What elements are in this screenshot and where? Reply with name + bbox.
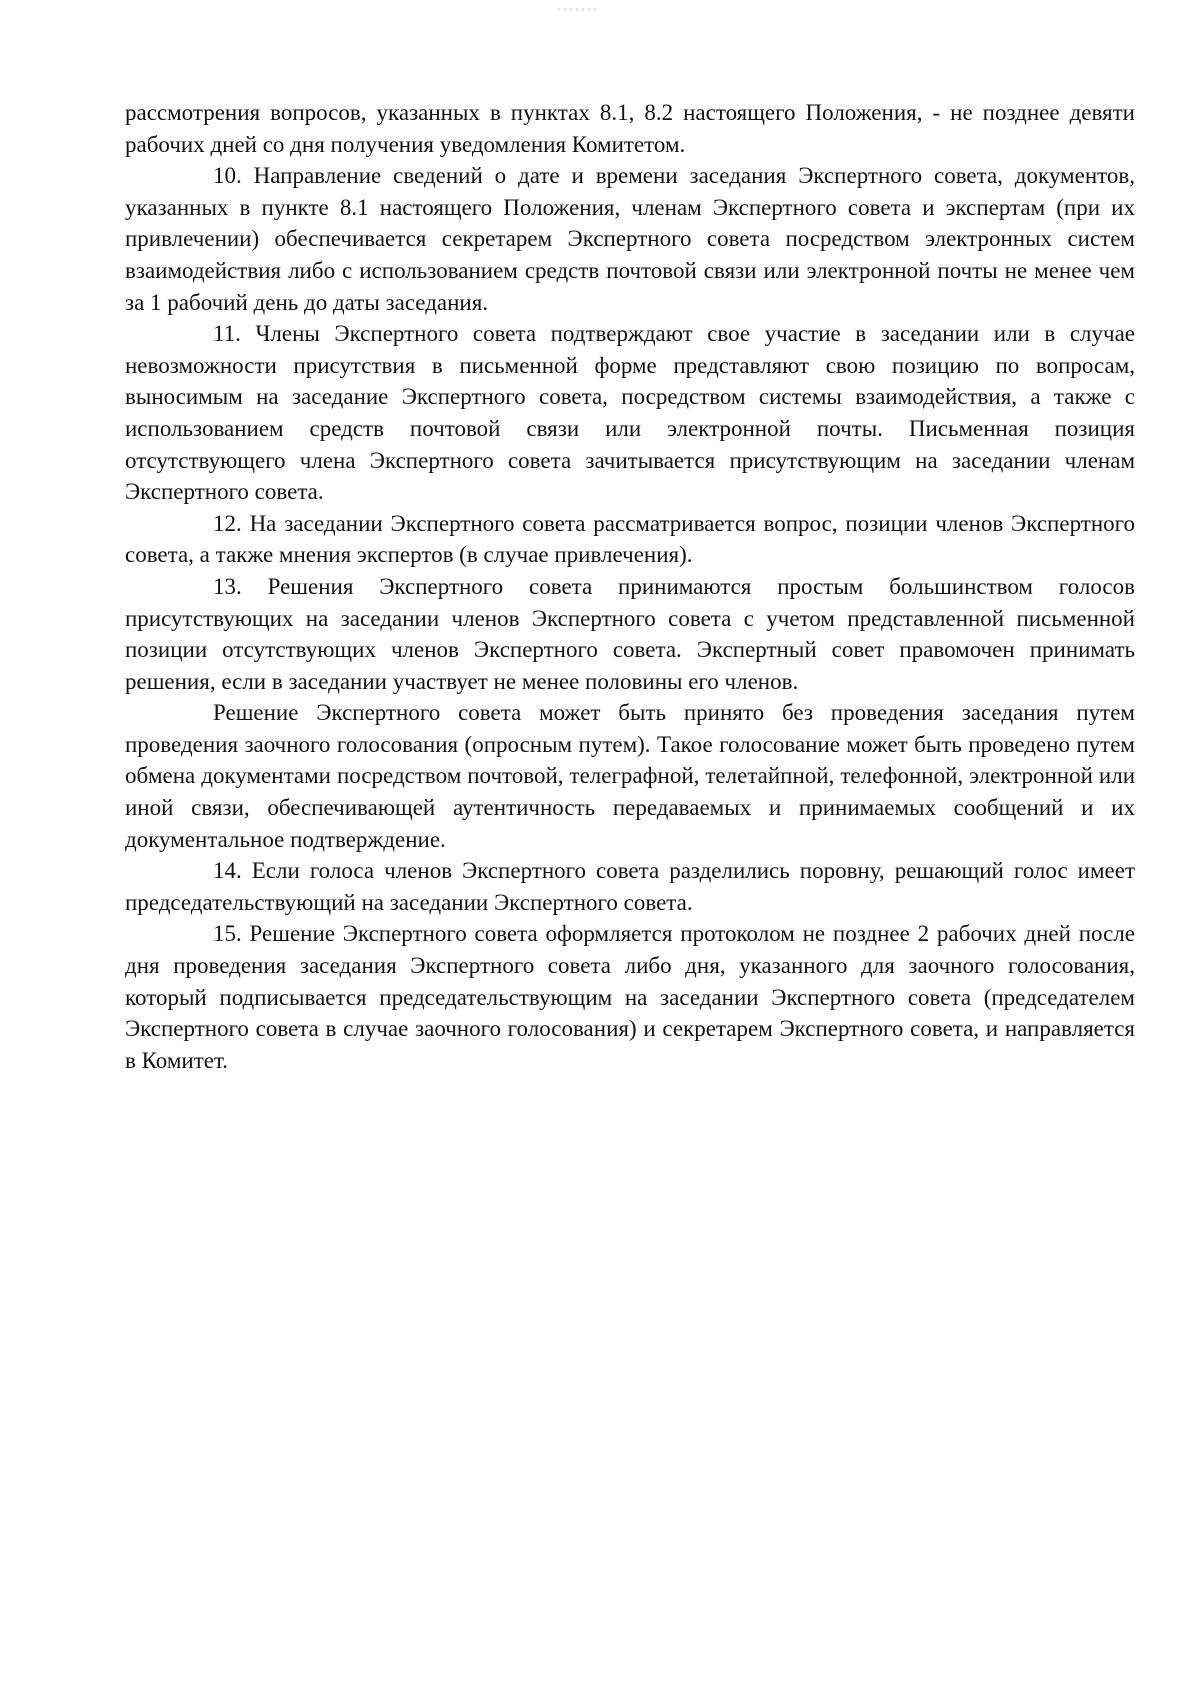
paragraph-13-absentee-voting: Решение Экспертного совета может быть принято без проведения заседания путем проведения заочного голосования (опросным путем). Такое голосование может быть проведено путем обмена документами посредством почтовой, телеграфной, телетайпной, телефонной, электронной или иной связи, обеспечивающей аутентичность передаваемых и принимаемых сообщений и их документальное подтверждение. (125, 700, 1135, 852)
paragraph-9-continuation: рассмотрения вопросов, указанных в пунктах 8.1, 8.2 настоящего Положения, - не позднее девяти рабочих дней со дня получения уведомления Комитетом. (125, 100, 1135, 157)
paragraph-15: 15. Решение Экспертного совета оформляется протоколом не позднее 2 рабочих дней после дня проведения заседания Экспертного совета либо дня, указанного для заочного голосования, который подписывается председательствующим на заседании Экспертного совета (председателем Экспертного совета в случае заочного голосования) и секретарем Экспертного совета, и направляется в Комитет. (125, 921, 1135, 1073)
paragraph-14: 14. Если голоса членов Экспертного совета разделились поровну, решающий голос имеет председательствующий на заседании Экспертного совета. (125, 858, 1135, 915)
paragraph-12: 12. На заседании Экспертного совета рассматривается вопрос, позиции членов Экспертного совета, а также мнения экспертов (в случае привлечения). (125, 510, 1135, 568)
paragraph-13: 13. Решения Экспертного совета принимаются простым большинством голосов присутствующих на заседании членов Экспертного совета с учетом представленной письменной позиции отсутствующих членов Экспертного совета. Экспертный совет правомочен принимать решения, если в заседании участвует не менее половины его членов. (125, 573, 1135, 694)
paragraph-10: 10. Направление сведений о дате и времени заседания Экспертного совета, документов, указанных в пункте 8.1 настоящего Положения, членам Экспертного совета и экспертам (при их привлечении) обеспечивается секретарем Экспертного совета посредством электронных систем взаимодействия либо с использованием средств почтовой связи или электронной почты не менее чем за 1 рабочий день до даты заседания. (125, 163, 1135, 315)
paragraph-11: 11. Члены Экспертного совета подтверждают свое участие в заседании или в случае невозможности присутствия в письменной форме представляют свою позицию по вопросам, выносимым на заседание Экспертного совета, посредством системы взаимодействия, а также с использованием средств почтовой связи или электронной почты. Письменная позиция отсутствующего члена Экспертного совета зачитывается присутствующим на заседании членам Экспертного совета. (125, 321, 1135, 505)
scan-speck (558, 8, 598, 11)
document-body (125, 97, 1135, 1076)
